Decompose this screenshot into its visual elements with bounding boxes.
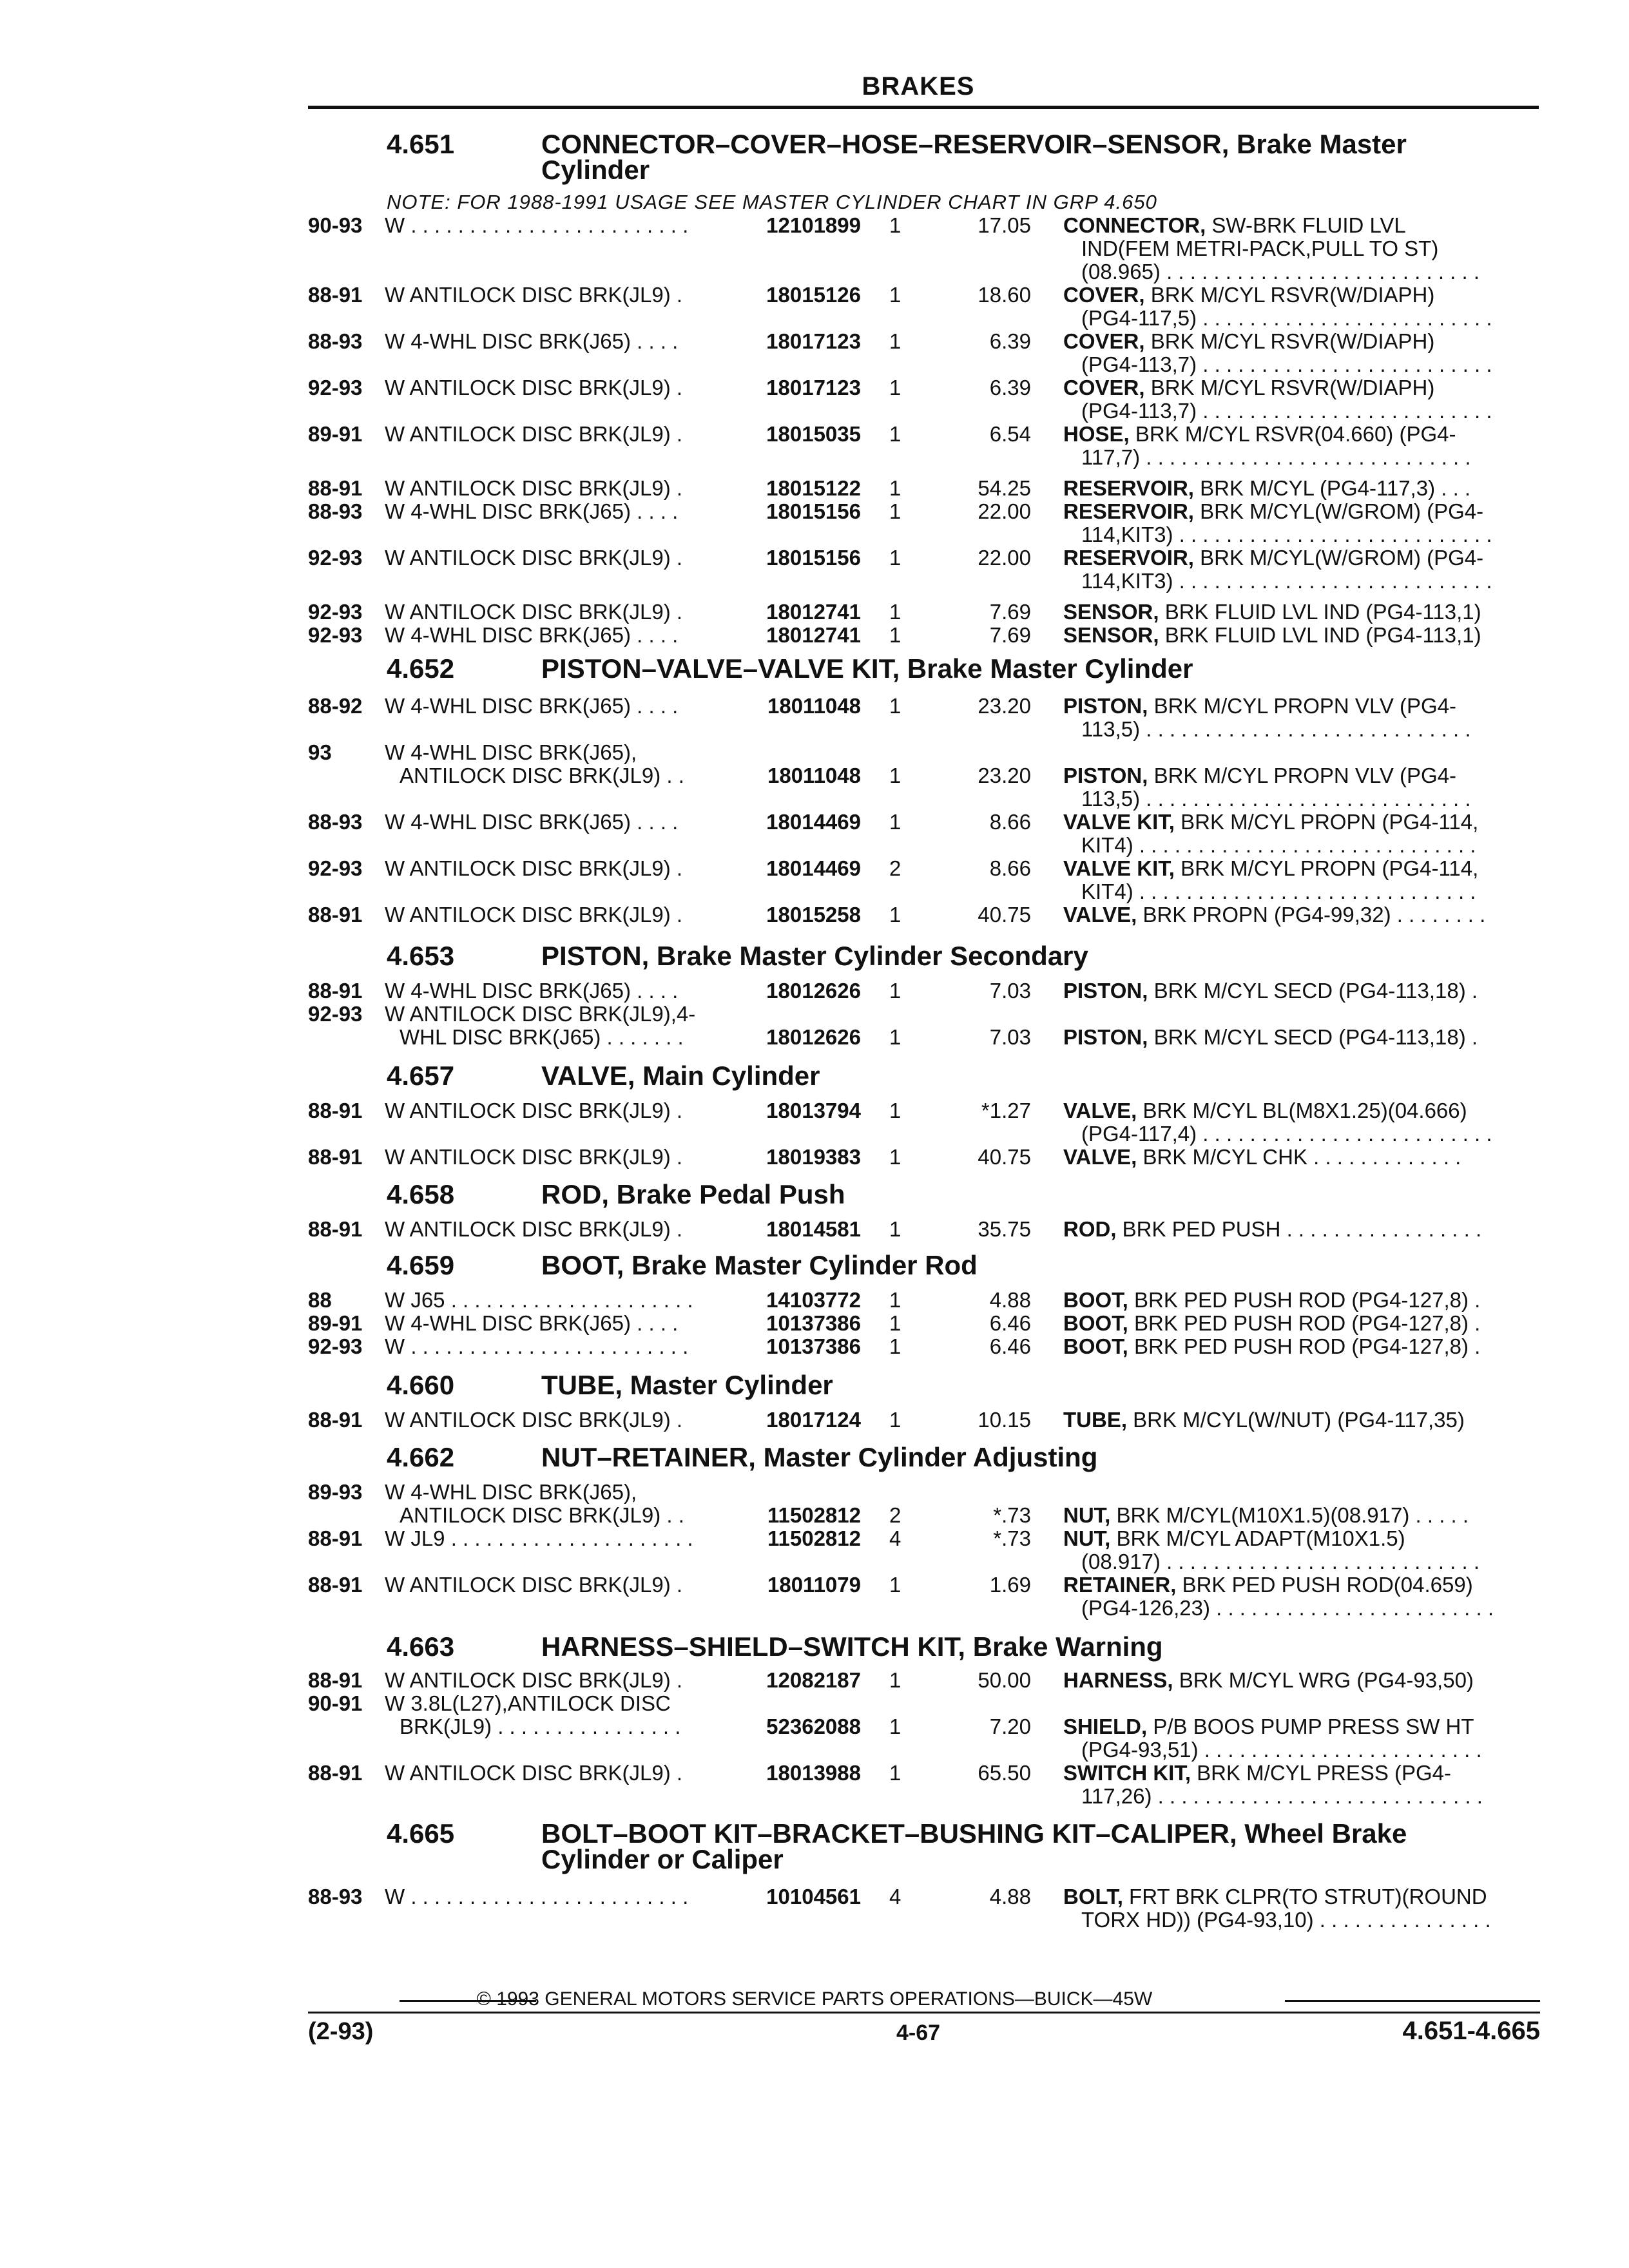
quantity: 1 bbox=[889, 1715, 901, 1738]
description-detail: BRK FLUID LVL IND (PG4-113,1) bbox=[1159, 600, 1481, 624]
usage: W 4-WHL DISC BRK(J65) . . . . bbox=[385, 623, 679, 647]
description-part-name: SENSOR, bbox=[1063, 623, 1159, 647]
part-number: 18012741 bbox=[766, 623, 861, 647]
quantity: 1 bbox=[889, 376, 901, 399]
price: 10.15 bbox=[978, 1408, 1031, 1432]
section-number: 4.662 bbox=[387, 1442, 455, 1472]
section-number: 4.658 bbox=[387, 1179, 455, 1209]
price: 22.00 bbox=[978, 546, 1031, 570]
price: 6.46 bbox=[989, 1311, 1031, 1335]
quantity: 2 bbox=[889, 1503, 901, 1527]
description bbox=[1063, 1504, 1469, 1527]
description-continued: (PG4-117,4) . . . . . . . . . . . . . . . . . . . . . . . . . bbox=[1081, 1122, 1492, 1146]
description-detail: BRK M/CYL ADAPT(M10X1.5) bbox=[1110, 1526, 1405, 1550]
price: *.73 bbox=[993, 1526, 1031, 1550]
description-detail: BRK M/CYL(W/NUT) (PG4-117,35) bbox=[1127, 1408, 1465, 1432]
part-number: 18017123 bbox=[766, 329, 861, 353]
usage: W ANTILOCK DISC BRK(JL9) . bbox=[385, 1573, 683, 1597]
quantity: 1 bbox=[889, 1408, 901, 1432]
quantity: 1 bbox=[889, 1311, 901, 1335]
page-title: BRAKES bbox=[862, 72, 975, 101]
description-part-name: SENSOR, bbox=[1063, 600, 1159, 624]
model-years: 92-93 bbox=[308, 856, 363, 880]
model-years: 92-93 bbox=[308, 600, 363, 624]
description-part-name: RETAINER, bbox=[1063, 1573, 1177, 1597]
description bbox=[1063, 764, 1456, 787]
model-years: 88-91 bbox=[308, 903, 363, 927]
part-number: 18015156 bbox=[766, 499, 861, 523]
description-detail: P/B BOOS PUMP PRESS SW HT bbox=[1147, 1715, 1474, 1738]
description bbox=[1063, 1715, 1474, 1738]
part-number: 18014469 bbox=[766, 810, 861, 834]
footer-page-number: 4-67 bbox=[896, 2021, 941, 2045]
model-years: 92-93 bbox=[308, 623, 363, 647]
description-continued: KIT4) . . . . . . . . . . . . . . . . . . . . . . . . . . . . . bbox=[1081, 879, 1476, 903]
price: 4.88 bbox=[989, 1885, 1031, 1908]
usage: W . . . . . . . . . . . . . . . . . . . . . . . . bbox=[385, 1334, 689, 1358]
description bbox=[1063, 1218, 1481, 1241]
description-detail: BRK M/CYL (PG4-117,3) . . . bbox=[1193, 476, 1471, 500]
quantity: 1 bbox=[889, 1217, 901, 1241]
description-part-name: VALVE KIT, bbox=[1063, 810, 1175, 834]
description-part-name: PISTON, bbox=[1063, 979, 1148, 1003]
usage: W ANTILOCK DISC BRK(JL9) . bbox=[385, 1217, 683, 1241]
price: 18.60 bbox=[978, 283, 1031, 307]
model-years: 88-93 bbox=[308, 499, 363, 523]
description-continued: 113,5) . . . . . . . . . . . . . . . . . . . . . . . . . . . . bbox=[1081, 787, 1471, 811]
description-part-name: RESERVOIR, bbox=[1063, 499, 1194, 523]
description-part-name: PISTON, bbox=[1063, 1025, 1148, 1049]
price: 23.20 bbox=[978, 764, 1031, 787]
part-number: 12101899 bbox=[766, 213, 861, 237]
model-years: 92-93 bbox=[308, 546, 363, 570]
price: 8.66 bbox=[989, 856, 1031, 880]
description-continued: 113,5) . . . . . . . . . . . . . . . . . . . . . . . . . . . . bbox=[1081, 717, 1471, 741]
price: 23.20 bbox=[978, 694, 1031, 718]
usage: W 3.8L(L27),ANTILOCK DISC bbox=[385, 1691, 671, 1715]
usage: W ANTILOCK DISC BRK(JL9) . bbox=[385, 903, 683, 927]
price: 22.00 bbox=[978, 499, 1031, 523]
price: 50.00 bbox=[978, 1668, 1031, 1692]
footer-date: (2-93) bbox=[308, 2018, 374, 2045]
description-part-name: COVER, bbox=[1063, 329, 1145, 353]
quantity: 1 bbox=[889, 1334, 901, 1358]
description-detail: BRK M/CYL RSVR(W/DIAPH) bbox=[1144, 283, 1435, 307]
description bbox=[1063, 601, 1481, 624]
description-part-name: COVER, bbox=[1063, 376, 1145, 399]
description-part-name: RESERVOIR, bbox=[1063, 476, 1194, 500]
description-part-name: HARNESS, bbox=[1063, 1668, 1173, 1692]
price: 7.69 bbox=[989, 600, 1031, 624]
quantity: 4 bbox=[889, 1885, 901, 1908]
usage: BRK(JL9) . . . . . . . . . . . . . . . . bbox=[400, 1715, 681, 1738]
description-part-name: BOOT, bbox=[1063, 1311, 1128, 1335]
section-title: ROD, Brake Pedal Push bbox=[541, 1179, 845, 1209]
quantity: 1 bbox=[889, 1761, 901, 1785]
description bbox=[1063, 500, 1483, 523]
model-years: 88-93 bbox=[308, 1885, 363, 1908]
description-part-name: VALVE, bbox=[1063, 1099, 1137, 1122]
quantity: 1 bbox=[889, 283, 901, 307]
description-part-name: ROD, bbox=[1063, 1217, 1117, 1241]
quantity: 1 bbox=[889, 1668, 901, 1692]
description bbox=[1063, 1885, 1487, 1908]
quantity: 1 bbox=[889, 422, 901, 446]
footer-copyright: © 1993 GENERAL MOTORS SERVICE PARTS OPERATIONS—BUICK—45W bbox=[476, 1988, 1153, 2010]
footer-section-range: 4.651-4.665 bbox=[1402, 2017, 1540, 2045]
description-detail: BRK M/CYL BL(M8X1.25)(04.666) bbox=[1137, 1099, 1467, 1122]
usage-note: NOTE: FOR 1988-1991 USAGE SEE MASTER CYLINDER CHART IN GRP 4.650 bbox=[387, 191, 1157, 213]
description bbox=[1063, 1312, 1480, 1335]
description bbox=[1063, 1573, 1473, 1597]
part-number: 14103772 bbox=[766, 1288, 861, 1312]
model-years: 88-91 bbox=[308, 1145, 363, 1169]
model-years: 92-93 bbox=[308, 1002, 363, 1026]
section-number: 4.653 bbox=[387, 941, 455, 971]
description-detail: BRK M/CYL PRESS (PG4- bbox=[1190, 1761, 1452, 1785]
description bbox=[1063, 1527, 1405, 1550]
price: 17.05 bbox=[978, 213, 1031, 237]
price: 65.50 bbox=[978, 1761, 1031, 1785]
description-continued: 117,7) . . . . . . . . . . . . . . . . . . . . . . . . . . . . bbox=[1081, 445, 1471, 469]
usage: W ANTILOCK DISC BRK(JL9) . bbox=[385, 1668, 683, 1692]
section-number: 4.665 bbox=[387, 1818, 455, 1849]
section-title: HARNESS–SHIELD–SWITCH KIT, Brake Warning bbox=[541, 1631, 1163, 1662]
description-continued: (PG4-117,5) . . . . . . . . . . . . . . . . . . . . . . . . . bbox=[1081, 306, 1492, 330]
quantity: 1 bbox=[889, 903, 901, 927]
model-years: 88-91 bbox=[308, 1217, 363, 1241]
description-continued: IND(FEM METRI-PACK,PULL TO ST) bbox=[1081, 236, 1439, 260]
part-number: 18017124 bbox=[766, 1408, 861, 1432]
part-number: 18011048 bbox=[767, 764, 861, 787]
description-continued: TORX HD)) (PG4-93,10) . . . . . . . . . . . . . . . bbox=[1081, 1908, 1491, 1932]
price: *.73 bbox=[993, 1503, 1031, 1527]
section-title: TUBE, Master Cylinder bbox=[541, 1370, 833, 1400]
part-number: 18015126 bbox=[766, 283, 861, 307]
description bbox=[1063, 1099, 1467, 1122]
part-number: 18017123 bbox=[766, 376, 861, 399]
model-years: 88-91 bbox=[308, 1408, 363, 1432]
description bbox=[1063, 857, 1478, 880]
part-number: 18014469 bbox=[766, 856, 861, 880]
description-detail: BRK M/CYL PROPN VLV (PG4- bbox=[1148, 694, 1457, 718]
part-number: 11502812 bbox=[767, 1503, 861, 1527]
description bbox=[1063, 330, 1434, 353]
usage: W . . . . . . . . . . . . . . . . . . . . . . . . bbox=[385, 213, 689, 237]
usage: W 4-WHL DISC BRK(J65) . . . . bbox=[385, 810, 679, 834]
description-detail: BRK M/CYL(M10X1.5)(08.917) . . . . . bbox=[1110, 1503, 1469, 1527]
usage: W 4-WHL DISC BRK(J65) . . . . bbox=[385, 979, 679, 1003]
header-rule bbox=[308, 106, 1539, 109]
price: *1.27 bbox=[981, 1099, 1031, 1122]
description-continued: (08.965) . . . . . . . . . . . . . . . . . . . . . . . . . . . bbox=[1081, 260, 1480, 284]
usage: WHL DISC BRK(J65) . . . . . . . bbox=[400, 1025, 684, 1049]
model-years: 88-91 bbox=[308, 1761, 363, 1785]
description-detail: BRK M/CYL(W/GROM) (PG4- bbox=[1193, 499, 1484, 523]
description-continued: 114,KIT3) . . . . . . . . . . . . . . . . . . . . . . . . . . . bbox=[1081, 523, 1492, 546]
description-detail: BRK M/CYL PROPN (PG4-114, bbox=[1174, 810, 1479, 834]
usage: W ANTILOCK DISC BRK(JL9) . bbox=[385, 422, 683, 446]
description-detail: BRK M/CYL(W/GROM) (PG4- bbox=[1193, 546, 1484, 570]
quantity: 1 bbox=[889, 1099, 901, 1122]
description-part-name: COVER, bbox=[1063, 283, 1145, 307]
model-years: 88-93 bbox=[308, 329, 363, 353]
usage: W ANTILOCK DISC BRK(JL9),4- bbox=[385, 1002, 696, 1026]
quantity: 1 bbox=[889, 764, 901, 787]
section-number: 4.657 bbox=[387, 1061, 455, 1091]
part-number: 10104561 bbox=[766, 1885, 861, 1908]
description-continued: (PG4-126,23) . . . . . . . . . . . . . . . . . . . . . . . . bbox=[1081, 1596, 1494, 1620]
description-detail: SW-BRK FLUID LVL bbox=[1206, 213, 1406, 237]
description-detail: BRK M/CYL PROPN VLV (PG4- bbox=[1148, 764, 1457, 787]
description-part-name: VALVE KIT, bbox=[1063, 856, 1175, 880]
price: 6.39 bbox=[989, 329, 1031, 353]
price: 7.03 bbox=[989, 1025, 1031, 1049]
model-years: 88-91 bbox=[308, 1099, 363, 1122]
quantity: 1 bbox=[889, 499, 901, 523]
description bbox=[1063, 1289, 1480, 1312]
usage: W ANTILOCK DISC BRK(JL9) . bbox=[385, 1099, 683, 1122]
description bbox=[1063, 1146, 1461, 1169]
description bbox=[1063, 546, 1483, 570]
description bbox=[1063, 624, 1481, 647]
part-number: 12082187 bbox=[766, 1668, 861, 1692]
part-number: 11502812 bbox=[767, 1526, 861, 1550]
description-part-name: HOSE, bbox=[1063, 422, 1130, 446]
part-number: 18019383 bbox=[766, 1145, 861, 1169]
description-detail: FRT BRK CLPR(TO STRUT)(ROUND bbox=[1123, 1885, 1487, 1908]
description bbox=[1063, 477, 1470, 500]
description-detail: BRK PED PUSH ROD (PG4-127,8) . bbox=[1128, 1311, 1481, 1335]
model-years: 89-91 bbox=[308, 422, 363, 446]
part-number: 18012626 bbox=[766, 1025, 861, 1049]
model-years: 93 bbox=[308, 740, 332, 764]
description-detail: BRK PED PUSH ROD (PG4-127,8) . bbox=[1128, 1288, 1481, 1312]
description bbox=[1063, 214, 1406, 237]
quantity: 1 bbox=[889, 1573, 901, 1597]
quantity: 1 bbox=[889, 213, 901, 237]
description-detail: BRK PED PUSH ROD (PG4-127,8) . bbox=[1128, 1334, 1481, 1358]
quantity: 1 bbox=[889, 979, 901, 1003]
price: 8.66 bbox=[989, 810, 1031, 834]
description bbox=[1063, 811, 1478, 834]
description-part-name: BOOT, bbox=[1063, 1288, 1128, 1312]
footer-rule-bottom bbox=[308, 2012, 1540, 2013]
part-number: 52362088 bbox=[766, 1715, 861, 1738]
description-continued: (08.917) . . . . . . . . . . . . . . . . . . . . . . . . . . . bbox=[1081, 1550, 1480, 1573]
part-number: 18015258 bbox=[766, 903, 861, 927]
usage: W ANTILOCK DISC BRK(JL9) . bbox=[385, 600, 683, 624]
description-continued: 114,KIT3) . . . . . . . . . . . . . . . . . . . . . . . . . . . bbox=[1081, 569, 1492, 593]
description-continued: 117,26) . . . . . . . . . . . . . . . . . . . . . . . . . . . . bbox=[1081, 1784, 1483, 1808]
part-number: 18012626 bbox=[766, 979, 861, 1003]
usage: W 4-WHL DISC BRK(J65) . . . . bbox=[385, 694, 679, 718]
description bbox=[1063, 423, 1456, 446]
description-part-name: PISTON, bbox=[1063, 694, 1148, 718]
part-number: 18015156 bbox=[766, 546, 861, 570]
description-detail: BRK M/CYL SECD (PG4-113,18) . bbox=[1148, 979, 1478, 1003]
usage: W 4-WHL DISC BRK(J65) . . . . bbox=[385, 499, 679, 523]
section-title: BOOT, Brake Master Cylinder Rod bbox=[541, 1250, 978, 1280]
description-detail: BRK M/CYL RSVR(W/DIAPH) bbox=[1144, 376, 1435, 399]
description-part-name: NUT, bbox=[1063, 1503, 1111, 1527]
description bbox=[1063, 1669, 1474, 1692]
model-years: 89-93 bbox=[308, 1480, 363, 1504]
description-part-name: CONNECTOR, bbox=[1063, 213, 1206, 237]
quantity: 1 bbox=[889, 1145, 901, 1169]
quantity: 1 bbox=[889, 476, 901, 500]
section-title: PISTON–VALVE–VALVE KIT, Brake Master Cylinder bbox=[541, 653, 1193, 684]
section-title: BOLT–BOOT KIT–BRACKET–BUSHING KIT–CALIPER, Wheel Brake Cylinder or Caliper bbox=[541, 1818, 1407, 1874]
part-number: 18012741 bbox=[766, 600, 861, 624]
description-part-name: BOLT, bbox=[1063, 1885, 1123, 1908]
description bbox=[1063, 1026, 1478, 1049]
section-title: CONNECTOR–COVER–HOSE–RESERVOIR–SENSOR, Brake Master Cylinder bbox=[541, 129, 1407, 185]
section-number: 4.652 bbox=[387, 653, 455, 684]
description-detail: BRK PROPN (PG4-99,32) . . . . . . . . bbox=[1137, 903, 1486, 927]
price: 35.75 bbox=[978, 1217, 1031, 1241]
quantity: 1 bbox=[889, 546, 901, 570]
description-detail: BRK PED PUSH ROD(04.659) bbox=[1176, 1573, 1473, 1597]
price: 1.69 bbox=[989, 1573, 1031, 1597]
usage: W . . . . . . . . . . . . . . . . . . . . . . . . bbox=[385, 1885, 689, 1908]
part-number: 18015035 bbox=[766, 422, 861, 446]
description-detail: BRK PED PUSH . . . . . . . . . . . . . . . . . bbox=[1116, 1217, 1482, 1241]
description-part-name: NUT, bbox=[1063, 1526, 1111, 1550]
section-title: VALVE, Main Cylinder bbox=[541, 1061, 820, 1091]
description-part-name: SHIELD, bbox=[1063, 1715, 1148, 1738]
description-part-name: TUBE, bbox=[1063, 1408, 1127, 1432]
price: 54.25 bbox=[978, 476, 1031, 500]
quantity: 4 bbox=[889, 1526, 901, 1550]
description bbox=[1063, 376, 1434, 399]
model-years: 88-91 bbox=[308, 1668, 363, 1692]
quantity: 2 bbox=[889, 856, 901, 880]
usage: W 4-WHL DISC BRK(J65) . . . . bbox=[385, 1311, 679, 1335]
quantity: 1 bbox=[889, 694, 901, 718]
model-years: 90-93 bbox=[308, 213, 363, 237]
price: 40.75 bbox=[978, 903, 1031, 927]
usage: W ANTILOCK DISC BRK(JL9) . bbox=[385, 376, 683, 399]
description bbox=[1063, 1335, 1480, 1358]
description-detail: BRK M/CYL SECD (PG4-113,18) . bbox=[1148, 1025, 1478, 1049]
quantity: 1 bbox=[889, 1288, 901, 1312]
usage: ANTILOCK DISC BRK(JL9) . . bbox=[400, 1503, 684, 1527]
part-number: 18011079 bbox=[767, 1573, 861, 1597]
description-detail: BRK M/CYL WRG (PG4-93,50) bbox=[1173, 1668, 1474, 1692]
model-years: 89-91 bbox=[308, 1311, 363, 1335]
quantity: 1 bbox=[889, 329, 901, 353]
part-number: 18015122 bbox=[766, 476, 861, 500]
price: 40.75 bbox=[978, 1145, 1031, 1169]
part-number: 18011048 bbox=[767, 694, 861, 718]
part-number: 18014581 bbox=[766, 1217, 861, 1241]
usage: W ANTILOCK DISC BRK(JL9) . bbox=[385, 1761, 683, 1785]
price: 6.46 bbox=[989, 1334, 1031, 1358]
model-years: 90-91 bbox=[308, 1691, 363, 1715]
description-part-name: PISTON, bbox=[1063, 764, 1148, 787]
model-years: 88-91 bbox=[308, 1526, 363, 1550]
description bbox=[1063, 1408, 1465, 1432]
description-part-name: VALVE, bbox=[1063, 1145, 1137, 1169]
model-years: 88-91 bbox=[308, 1573, 363, 1597]
model-years: 88-92 bbox=[308, 694, 363, 718]
description-continued: (PG4-93,51) . . . . . . . . . . . . . . . . . . . . . . . . bbox=[1081, 1738, 1482, 1762]
part-number: 10137386 bbox=[766, 1334, 861, 1358]
model-years: 92-93 bbox=[308, 1334, 363, 1358]
usage: W JL9 . . . . . . . . . . . . . . . . . . . . . bbox=[385, 1526, 693, 1550]
model-years: 88-91 bbox=[308, 979, 363, 1003]
section-title: NUT–RETAINER, Master Cylinder Adjusting bbox=[541, 1442, 1098, 1472]
description-detail: BRK M/CYL PROPN (PG4-114, bbox=[1174, 856, 1479, 880]
price: 4.88 bbox=[989, 1288, 1031, 1312]
description-detail: BRK FLUID LVL IND (PG4-113,1) bbox=[1159, 623, 1481, 647]
description-part-name: RESERVOIR, bbox=[1063, 546, 1194, 570]
description-continued: KIT4) . . . . . . . . . . . . . . . . . . . . . . . . . . . . . bbox=[1081, 833, 1476, 857]
description-continued: (PG4-113,7) . . . . . . . . . . . . . . . . . . . . . . . . . bbox=[1081, 399, 1492, 423]
description-part-name: VALVE, bbox=[1063, 903, 1137, 927]
model-years: 88-91 bbox=[308, 476, 363, 500]
model-years: 92-93 bbox=[308, 376, 363, 399]
section-number: 4.659 bbox=[387, 1250, 455, 1280]
price: 6.54 bbox=[989, 422, 1031, 446]
description bbox=[1063, 695, 1456, 718]
description bbox=[1063, 1762, 1451, 1785]
quantity: 1 bbox=[889, 810, 901, 834]
description-detail: BRK M/CYL RSVR(W/DIAPH) bbox=[1144, 329, 1435, 353]
usage: W ANTILOCK DISC BRK(JL9) . bbox=[385, 1145, 683, 1169]
part-number: 18013794 bbox=[766, 1099, 861, 1122]
section-number: 4.663 bbox=[387, 1631, 455, 1662]
usage: W ANTILOCK DISC BRK(JL9) . bbox=[385, 283, 683, 307]
usage: W 4-WHL DISC BRK(J65), bbox=[385, 1480, 637, 1504]
price: 7.69 bbox=[989, 623, 1031, 647]
description bbox=[1063, 284, 1434, 307]
description-detail: BRK M/CYL CHK . . . . . . . . . . . . . bbox=[1137, 1145, 1461, 1169]
section-number: 4.660 bbox=[387, 1370, 455, 1400]
usage: W 4-WHL DISC BRK(J65) . . . . bbox=[385, 329, 679, 353]
part-number: 18013988 bbox=[766, 1761, 861, 1785]
section-title: PISTON, Brake Master Cylinder Secondary bbox=[541, 941, 1088, 971]
usage: W ANTILOCK DISC BRK(JL9) . bbox=[385, 546, 683, 570]
model-years: 88 bbox=[308, 1288, 332, 1312]
usage: W 4-WHL DISC BRK(J65), bbox=[385, 740, 637, 764]
usage: W J65 . . . . . . . . . . . . . . . . . . . . . bbox=[385, 1288, 693, 1312]
description bbox=[1063, 903, 1485, 927]
part-number: 10137386 bbox=[766, 1311, 861, 1335]
section-number: 4.651 bbox=[387, 129, 455, 159]
quantity: 1 bbox=[889, 623, 901, 647]
model-years: 88-93 bbox=[308, 810, 363, 834]
description bbox=[1063, 979, 1478, 1003]
usage: W ANTILOCK DISC BRK(JL9) . bbox=[385, 476, 683, 500]
model-years: 88-91 bbox=[308, 283, 363, 307]
description-part-name: BOOT, bbox=[1063, 1334, 1128, 1358]
description-continued: (PG4-113,7) . . . . . . . . . . . . . . . . . . . . . . . . . bbox=[1081, 352, 1492, 376]
quantity: 1 bbox=[889, 600, 901, 624]
description-detail: BRK M/CYL RSVR(04.660) (PG4- bbox=[1129, 422, 1456, 446]
price: 7.20 bbox=[989, 1715, 1031, 1738]
usage: ANTILOCK DISC BRK(JL9) . . bbox=[400, 764, 684, 787]
usage: W ANTILOCK DISC BRK(JL9) . bbox=[385, 856, 683, 880]
usage: W ANTILOCK DISC BRK(JL9) . bbox=[385, 1408, 683, 1432]
description-part-name: SWITCH KIT, bbox=[1063, 1761, 1191, 1785]
price: 7.03 bbox=[989, 979, 1031, 1003]
quantity: 1 bbox=[889, 1025, 901, 1049]
price: 6.39 bbox=[989, 376, 1031, 399]
